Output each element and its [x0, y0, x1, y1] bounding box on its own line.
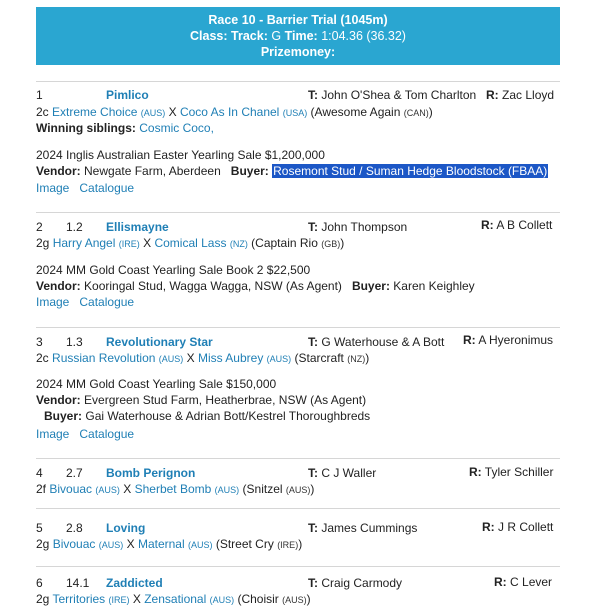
catalogue-link[interactable]: Catalogue — [79, 295, 135, 309]
trainer-name: James Cummings — [321, 521, 418, 535]
divider — [36, 566, 560, 567]
rider-name: A B Collett — [496, 218, 553, 232]
race-title: Race 10 - Barrier Trial (1045m) — [208, 13, 388, 27]
runner-position: 4 — [36, 466, 43, 480]
buyer-name: Karen Keighley — [393, 279, 475, 293]
trainer-name: Craig Carmody — [321, 576, 403, 590]
divider — [36, 508, 560, 509]
sire-link[interactable]: Territories — [52, 592, 106, 606]
catalogue-link[interactable]: Catalogue — [79, 427, 135, 441]
runner-margin: 2.7 — [66, 466, 83, 480]
sale-info: 2024 Inglis Australian Easter Yearling Sale $1,200,000 — [36, 148, 325, 162]
sibling-link[interactable]: Cosmic Coco, — [139, 121, 214, 135]
vendor-line: Vendor: Evergreen Stud Farm, Heatherbrae, NSW (As Agent) — [36, 393, 367, 407]
runner-margin: 2.8 — [66, 521, 83, 535]
horse-name-link[interactable]: Ellismayne — [106, 220, 169, 234]
race-class-line: Class: Track: G Time: 1:04.36 (36.32) — [190, 29, 406, 43]
sale-info: 2024 MM Gold Coast Yearling Sale Book 2 $22,500 — [36, 263, 311, 277]
runner-position: 6 — [36, 576, 43, 590]
prizemoney: Prizemoney: — [260, 45, 336, 59]
pedigree-line: 2c Extreme Choice (AUS) X Coco As In Chanel (USA) (Awesome Again (CAN)) — [36, 105, 433, 119]
divider — [36, 458, 560, 459]
image-link[interactable]: Image — [36, 181, 70, 195]
trainer-name: G Waterhouse & A Bott — [321, 335, 445, 349]
sire-link[interactable]: Bivouac — [52, 537, 96, 551]
dam-link[interactable]: Zensational — [144, 592, 207, 606]
runner-position: 2 — [36, 220, 43, 234]
rider-name: C Lever — [510, 575, 553, 589]
pedigree-line: 2f Bivouac (AUS) X Sherbet Bomb (AUS) (Snitzel (AUS)) — [36, 482, 315, 496]
vendor-name: Newgate Farm, Aberdeen — [84, 164, 221, 178]
trainer-name: John Thompson — [321, 220, 408, 234]
vendor-buyer-line: Vendor: Kooringal Stud, Wagga Wagga, NSW (As Agent) Buyer: Karen Keighley — [36, 279, 475, 293]
rider-name: A Hyeronimus — [478, 333, 554, 347]
runner-margin: 14.1 — [66, 576, 90, 590]
sire-link[interactable]: Extreme Choice — [52, 105, 138, 119]
catalogue-link[interactable]: Catalogue — [79, 181, 135, 195]
sire-link[interactable]: Harry Angel — [52, 236, 116, 250]
dam-link[interactable]: Comical Lass — [154, 236, 227, 250]
buyer-name-selected: Rosemont Stud / Suman Hedge Bloodstock (FBAA) — [273, 164, 548, 178]
pedigree-line: 2g Bivouac (AUS) X Maternal (AUS) (Street Cry (IRE)) — [36, 537, 303, 551]
vendor-name: Evergreen Stud Farm, Heatherbrae, NSW (As Agent) — [84, 393, 367, 407]
race-header — [36, 7, 560, 65]
buyer-name: Gai Waterhouse & Adrian Bott/Kestrel Thoroughbreds — [85, 409, 371, 423]
dam-link[interactable]: Maternal — [137, 537, 185, 551]
dam-link[interactable]: Miss Aubrey — [197, 351, 264, 365]
horse-name-link[interactable]: Loving — [106, 521, 146, 535]
divider — [36, 212, 560, 213]
horse-name-link[interactable]: Zaddicted — [106, 576, 163, 590]
divider — [36, 327, 560, 328]
buyer-line: Buyer: Gai Waterhouse & Adrian Bott/Kestrel Thoroughbreds — [44, 409, 371, 423]
divider — [36, 81, 560, 82]
sire-link[interactable]: Russian Revolution — [52, 351, 156, 365]
rider-name: Tyler Schiller — [484, 465, 554, 479]
pedigree-line: 2g Harry Angel (IRE) X Comical Lass (NZ) (Captain Rio (GB)) — [36, 236, 345, 250]
rider-name: J R Collett — [498, 520, 554, 534]
vendor-buyer-line: Vendor: Newgate Farm, Aberdeen Buyer: Rosemont Stud / Suman Hedge Bloodstock (FBAA) — [36, 164, 548, 178]
dam-link[interactable]: Sherbet Bomb — [134, 482, 212, 496]
sire-link[interactable]: Bivouac — [49, 482, 93, 496]
pedigree-line: 2g Territories (IRE) X Zensational (AUS) (Choisir (AUS)) — [36, 592, 311, 606]
runner-position: 3 — [36, 335, 43, 349]
runner-position: 5 — [36, 521, 43, 535]
vendor-name: Kooringal Stud, Wagga Wagga, NSW (As Agent) — [84, 279, 342, 293]
dam-link[interactable]: Coco As In Chanel — [179, 105, 280, 119]
horse-name-link[interactable]: Bomb Perignon — [106, 466, 196, 480]
rider-name: Zac Lloyd — [502, 88, 555, 102]
image-link[interactable]: Image — [36, 427, 70, 441]
runner-position: 1 — [36, 88, 43, 102]
horse-name-link[interactable]: Revolutionary Star — [106, 335, 213, 349]
trainer-name: John O'Shea & Tom Charlton — [321, 88, 477, 102]
horse-name-link[interactable]: Pimlico — [106, 88, 149, 102]
image-link[interactable]: Image — [36, 295, 70, 309]
sale-info: 2024 MM Gold Coast Yearling Sale $150,000 — [36, 377, 277, 391]
pedigree-line: 2c Russian Revolution (AUS) X Miss Aubrey (AUS) (Starcraft (NZ)) — [36, 351, 370, 365]
runner-margin: 1.3 — [66, 335, 83, 349]
winning-siblings: Winning siblings: Cosmic Coco, — [36, 121, 214, 135]
trainer-name: C J Waller — [321, 466, 377, 480]
runner-margin: 1.2 — [66, 220, 83, 234]
